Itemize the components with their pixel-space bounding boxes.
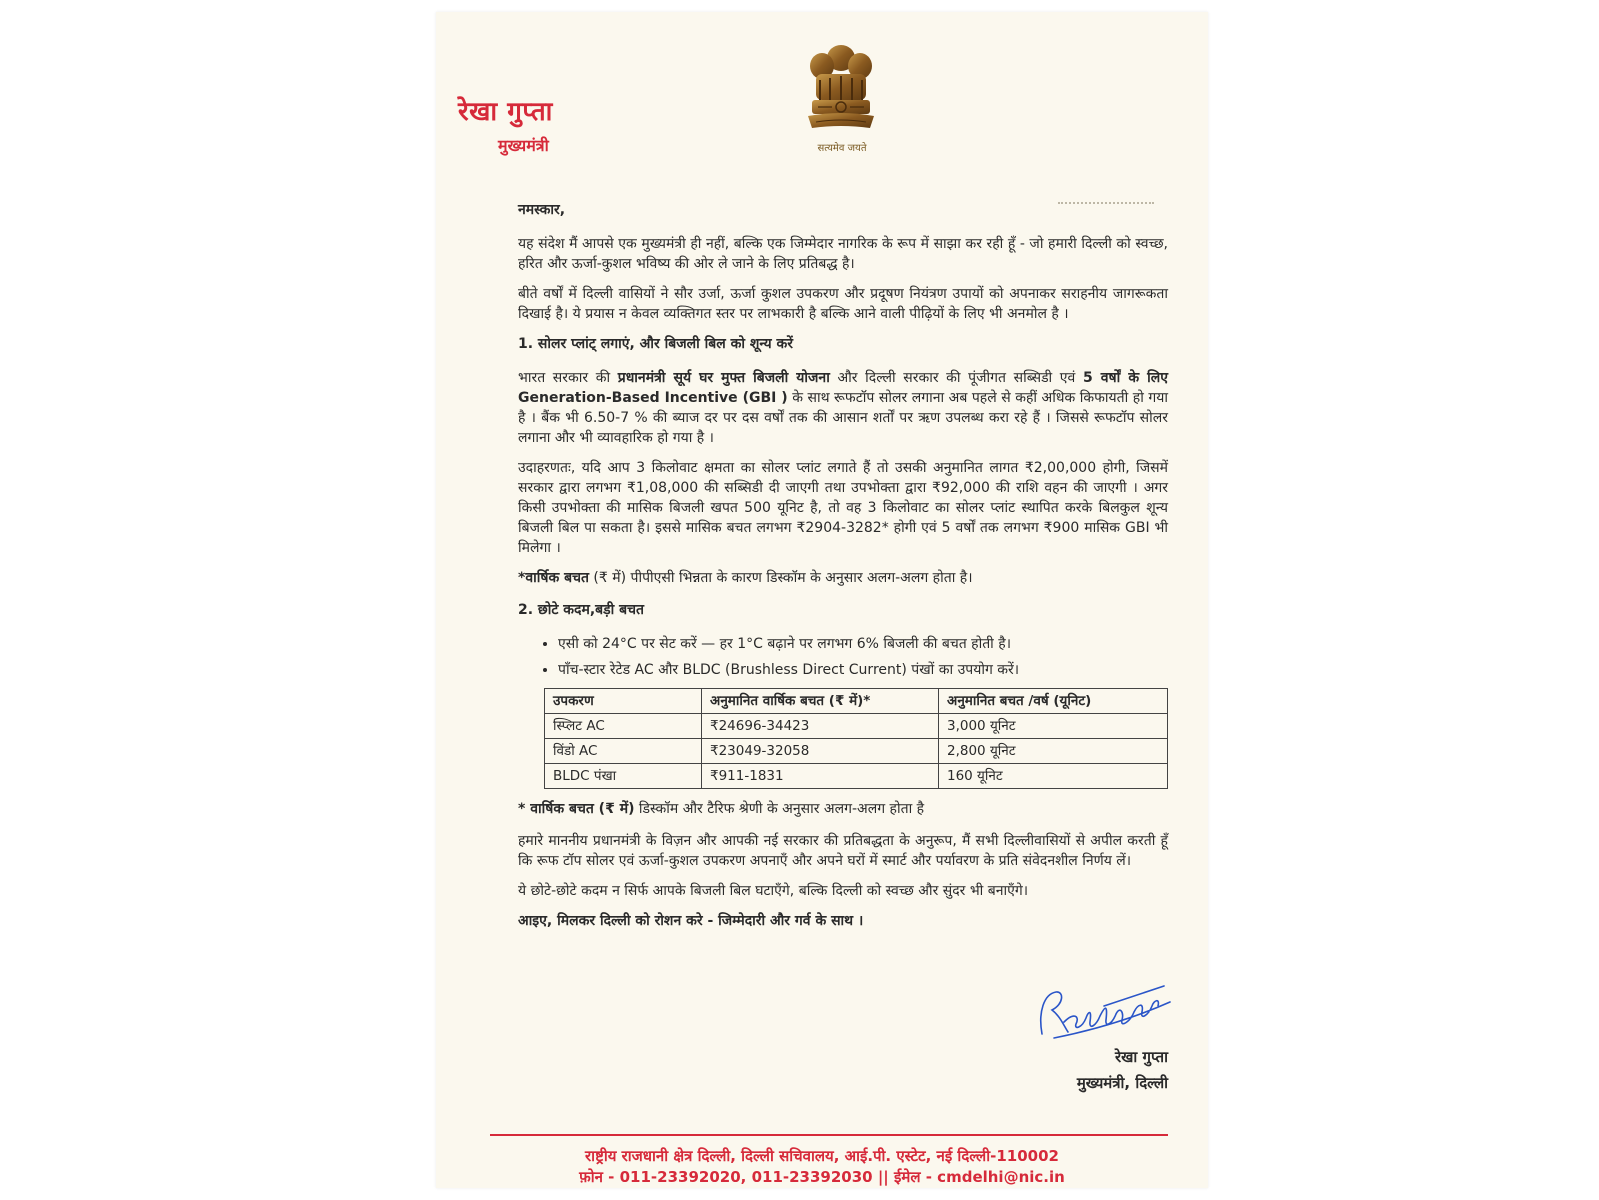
greeting: नमस्कार, <box>518 202 566 218</box>
table-cell: ₹24696-34423 <box>702 714 939 739</box>
paragraph-intro: यह संदेश मैं आपसे एक मुख्यमंत्री ही नहीं, बल्कि एक जिम्मेदार नागरिक के रूप में साझा कर रही हूँ - जो हमारी दिल्ली को स्वच्छ, हरित और ऊर्जा-कुशल भविष्य की ओर ले जाने के लिए प्रतिबद्ध है। <box>518 236 1168 272</box>
table-row <box>545 714 1168 739</box>
table-row <box>545 739 1168 764</box>
section-heading-solar: 1. सोलर प्लांट् लगाएं, और बिजली बिल को शून्य करें <box>518 336 793 352</box>
paragraph-appeal: हमारे माननीय प्रधानमंत्री के विज़न और आपकी नई सरकार की प्रतिबद्धता के अनुरूप, मैं सभी दिल्लीवासियों से अपील करती हूँ कि रूफ टॉप सोलर एवं ऊर्जा-कुशल उपकरण अपनाएँ और अपने घरों में स्मार्ट और पर्यावरण के प्रति संवेदनशील निर्णय लें। <box>518 833 1168 869</box>
sender-name: रेखा गुप्ता <box>458 97 553 127</box>
note1-text: (₹ में) पीपीएसी भिन्नता के कारण डिस्कॉम के अनुसार अलग-अलग होता है। <box>588 570 973 586</box>
letter-page <box>436 12 1208 1188</box>
section-heading-small-steps: 2. छोटे कदम,बड़ी बचत <box>518 602 645 618</box>
paragraph-example: उदाहरणतः, यदि आप 3 किलोवाट क्षमता का सोलर प्लांट लगाते हैं तो उसकी अनुमानित लागत ₹2,00,000 होगी, जिसमें सरकार द्वारा लगभग ₹1,08,000 की सब्सिडी दी जाएगी तथा उपभोक्ता द्वारा ₹92,000 की राशि वहन की जाएगी । अगर किसी उपभोक्ता की मासिक बिजली खपत 500 यूनिट है, तो वह 3 किलोवाट का सोलर प्लांट स्थापित करके बिलकुल शून्य बिजली बिल पा सकता है। इससे मासिक बचत लगभग ₹2904-3282* होगी एवं 5 वर्षों तक लगभग ₹900 मासिक GBI भी मिलेगा । <box>518 460 1168 556</box>
list-item: • पाँच-स्टार रेटेड AC और BLDC (Brushless Direct Current) पंखों का उपयोग करें। <box>558 660 1168 680</box>
table-cell: ₹911-1831 <box>702 764 939 789</box>
signatory-designation: मुख्यमंत्री, दिल्ली <box>1076 1074 1168 1092</box>
table-cell: 160 यूनिट <box>939 764 1168 789</box>
table-cell: स्प्लिट AC <box>545 714 702 739</box>
note2-text: डिस्कॉम और टैरिफ श्रेणी के अनुसार अलग-अलग होता है <box>634 801 925 817</box>
tips-list <box>518 634 1168 680</box>
state-emblem-icon <box>798 40 884 140</box>
handwritten-signature <box>1034 972 1174 1052</box>
table-cell: 2,800 यूनिट <box>939 739 1168 764</box>
column-header: उपकरण <box>545 689 702 714</box>
column-header: अनुमानित वार्षिक बचत (₹ में)* <box>702 689 939 714</box>
signatory-name: रेखा गुप्ता <box>1114 1048 1168 1066</box>
footer <box>436 1146 1208 1188</box>
note-annual-savings <box>518 568 1168 588</box>
scheme-name-bold: प्रधानमंत्री सूर्य घर मुफ्त बिजली योजना <box>617 370 830 386</box>
footer-divider <box>490 1134 1168 1136</box>
table-header-row <box>545 689 1168 714</box>
savings-table <box>544 688 1168 789</box>
list-item: • एसी को 24°C पर सेट करें — हर 1°C बढ़ाने पर लगभग 6% बिजली की बचत होती है। <box>558 634 1168 654</box>
table-cell: BLDC पंखा <box>545 764 702 789</box>
closing-line: आइए, मिलकर दिल्ली को रोशन करे - जिम्मेदारी और गर्व के साथ । <box>518 913 864 929</box>
emblem-motto: सत्यमेव जयते <box>817 143 867 154</box>
sender-designation: मुख्यमंत्री <box>498 136 549 155</box>
scheme-text-3: के साथ रूफटॉप सोलर लगाना अब पहले से कहीं अधिक किफायती हो गया है । बैंक भी 6.50-7 % की ब्याज दर पर दस वर्षों तक की आसान शर्तों पर ऋण उपलब्ध करा रहे हैं । जिससे रूफटॉप सोलर लगाना और भी व्यावहारिक हो गया है । <box>518 390 1168 446</box>
table-cell: ₹23049-32058 <box>702 739 939 764</box>
column-header: अनुमानित बचत /वर्ष (यूनिट) <box>939 689 1168 714</box>
table-row <box>545 764 1168 789</box>
footer-address: राष्ट्रीय राजधानी क्षेत्र दिल्ली, दिल्ली सचिवालय, आई.पी. एस्टेट, नई दिल्ली-110002 <box>585 1147 1059 1165</box>
scheme-text-2: और दिल्ली सरकार की पूंजीगत सब्सिडी एवं <box>829 370 1083 386</box>
paragraph-small-steps: ये छोटे-छोटे कदम न सिर्फ आपके बिजली बिल घटाएँगे, बल्कि दिल्ली को स्वच्छ और सुंदर भी बनाएँगे। <box>518 883 1029 899</box>
note1-bold: *वार्षिक बचत <box>518 570 589 586</box>
signatory-block <box>1077 1044 1168 1096</box>
paragraph-awareness: बीते वर्षों में दिल्ली वासियों ने सौर उर्जा, ऊर्जा कुशल उपकरण और प्रदूषण नियंत्रण उपायों को अपनाकर सराहनीय जागरूकता दिखाई है। ये प्रयास न केवल व्यक्तिगत स्तर पर लाभकारी है बल्कि आने वाली पीढ़ियों के लिए भी अनमोल है । <box>518 286 1168 322</box>
paragraph-scheme <box>518 368 1168 448</box>
letter-body <box>518 200 1168 941</box>
table-cell: विंडो AC <box>545 739 702 764</box>
footer-contact: फ़ोन - 011-23392020, 011-23392030 || ईमेल - cmdelhi@nic.in <box>579 1168 1065 1186</box>
note2-bold: * वार्षिक बचत (₹ में) <box>518 801 635 817</box>
gbi-bold: 5 वर्षों के लिए Generation-Based Incentive (GBI ) <box>518 370 1168 406</box>
scheme-text-1: भारत सरकार की <box>518 370 618 386</box>
table-cell: 3,000 यूनिट <box>939 714 1168 739</box>
note-tariff <box>518 799 1168 819</box>
